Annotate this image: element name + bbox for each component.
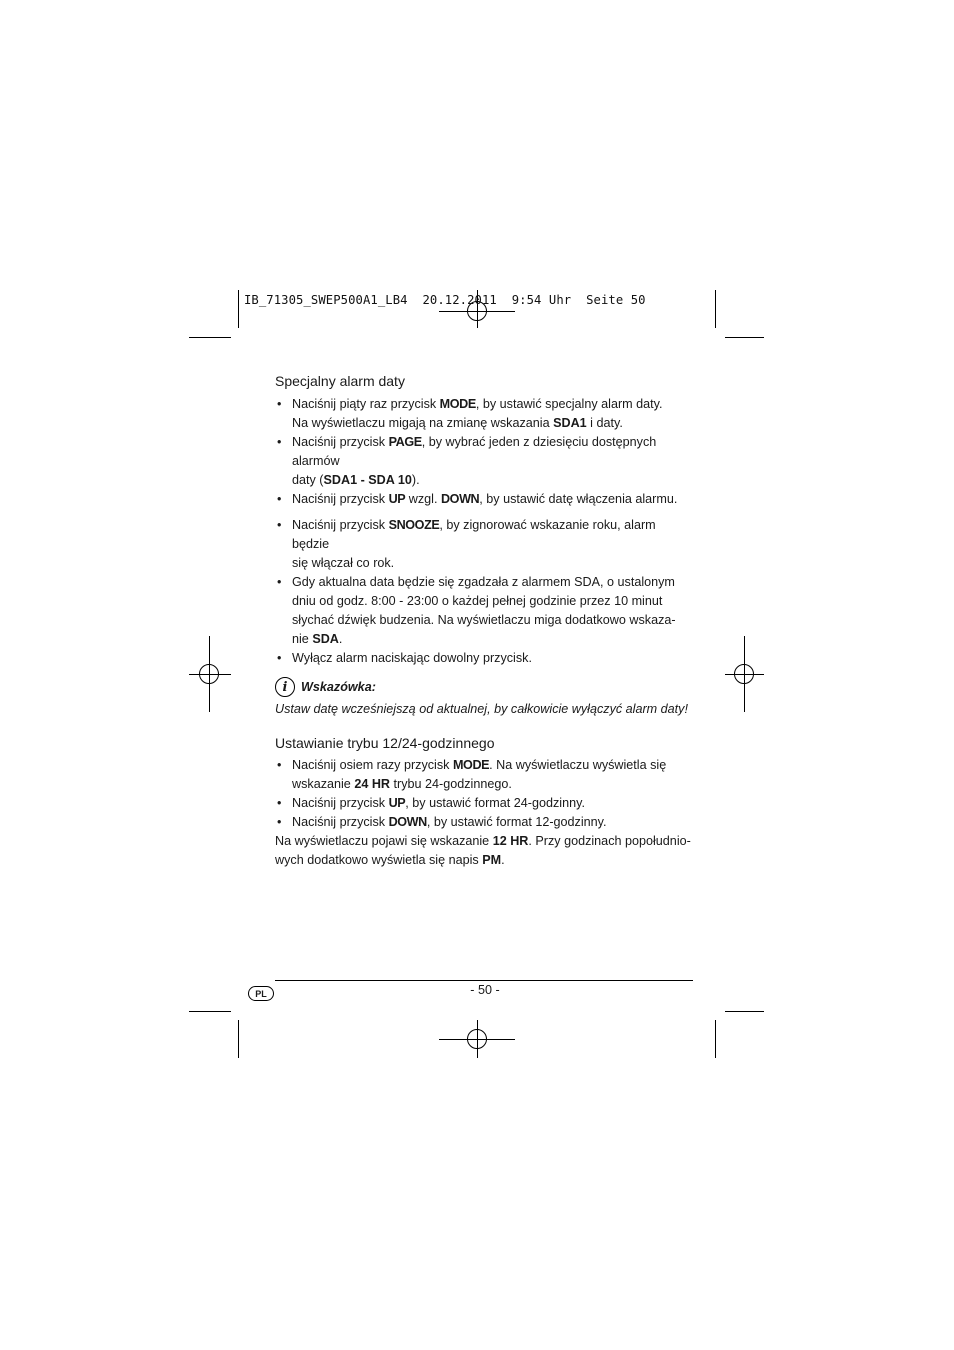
section-heading-special-date-alarm: Specjalny alarm daty [275,373,405,389]
crop-mark-top-right-v [715,290,716,328]
paragraph-display-info: Na wyświetlaczu pojawi się wskazanie 12 HR. Przy godzinach popołudnio- wych dodatkowo wyświetla się napis PM. [275,834,691,867]
footer-divider [275,980,693,981]
button-name-down: DOWN [440,492,480,506]
note-label: Wskazówka: [301,679,376,694]
list-item: • Gdy aktualna data będzie się zgadzała z alarmem SDA, o ustalonym dniu od godz. 8:00 - 23:00 o każdej pełnej godzinie przez 10 minut słychać dźwięk budzenia. Na wyświetlaczu miga dodatkowo wskaza- nie SDA. [275,573,695,649]
list-item: • Naciśnij przycisk DOWN, by ustawić format 12-godzinny. [275,813,695,832]
list-item: • Naciśnij przycisk SNOOZE, by zignorować wskazanie roku, alarm będzie się włączał co rok. [275,516,695,573]
page-number: - 50 - [470,983,500,997]
crop-mark-top-left-v [238,290,239,328]
note-header [275,677,695,697]
instruction-list-time-format [275,756,695,832]
page-content [275,372,695,870]
note-text: Ustaw datę wcześniejszą od aktualnej, by całkowicie wyłączyć alarm daty! [275,702,688,716]
crop-mark-top-left-h [189,337,231,338]
crop-mark-top-right-h [725,337,764,338]
crop-mark-bottom-right-v [715,1020,716,1058]
language-badge: PL [248,986,274,1001]
section-heading-12-24-mode: Ustawianie trybu 12/24-godzinnego [275,735,495,751]
button-name-page: PAGE [388,435,422,449]
info-icon: i [275,677,295,697]
list-item: • Naciśnij przycisk PAGE, by wybrać jeden z dziesięciu dostępnych alarmów daty (SDA1 - SDA 10). [275,433,695,490]
button-name-snooze: SNOOZE [388,518,440,532]
crop-mark-bottom-right-h [725,1011,764,1012]
button-name-mode: MODE [439,397,476,411]
button-name-mode: MODE [452,758,490,772]
crop-mark-bottom-left-h [189,1011,231,1012]
list-item: • Naciśnij przycisk UP wzgl. DOWN, by ustawić datę włączenia alarmu. [275,490,695,509]
list-item: • Naciśnij piąty raz przycisk MODE, by ustawić specjalny alarm daty. Na wyświetlaczu migają na zmianę wskazania SDA1 i daty. [275,395,695,433]
button-name-down: DOWN [388,815,427,829]
print-slug-line: IB_71305_SWEP500A1_LB4 20.12.2011 9:54 Uhr Seite 50 [244,293,646,307]
button-name-up: UP [388,796,406,810]
list-item: • Naciśnij osiem razy przycisk MODE. Na wyświetlaczu wyświetla się wskazanie 24 HR trybu 24-godzinnego. [275,756,695,794]
crop-mark-bottom-left-v [238,1020,239,1058]
button-name-up: UP [388,492,406,506]
list-item: • Naciśnij przycisk UP, by ustawić format 24-godzinny. [275,794,695,813]
instruction-list-special-alarm [275,395,695,668]
list-item: • Wyłącz alarm naciskając dowolny przycisk. [275,649,695,668]
